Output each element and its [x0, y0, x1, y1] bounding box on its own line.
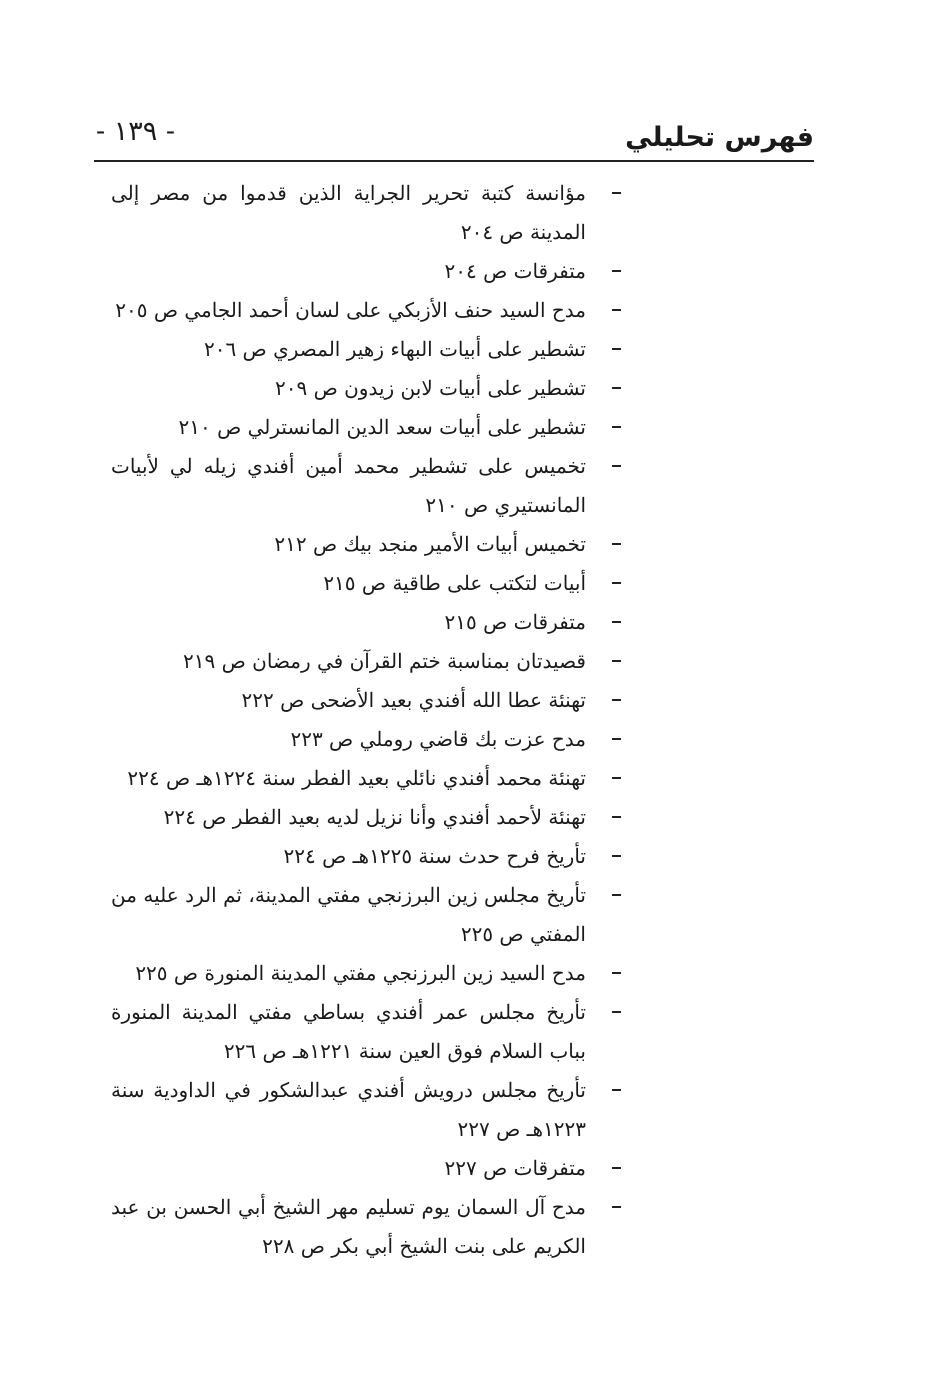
list-item-text: متفرقات ص ٢٢٧	[444, 1156, 586, 1180]
bullet-dash-icon	[612, 660, 621, 662]
list-item	[0, 525, 932, 564]
list-item-text: أبيات لتكتب على طاقية ص ٢١٥	[323, 571, 586, 595]
list-item	[0, 954, 932, 993]
list-item	[0, 642, 932, 681]
list-item	[0, 837, 932, 876]
list-item-text: تهنئة لأحمد أفندي وأنا نزيل لديه بعيد الفطر ص ٢٢٤	[163, 805, 586, 829]
list-item	[0, 174, 932, 252]
list-item	[0, 876, 932, 954]
list-item-text: تأريخ مجلس عمر أفندي بساطي مفتي المدينة المنورة بباب السلام فوق العين سنة ١٢٢١هـ ص ٢٢٦	[111, 1000, 586, 1063]
bullet-dash-icon	[612, 465, 621, 467]
list-item-text: تشطير على أبيات سعد الدين المانسترلي ص ٢١٠	[178, 415, 586, 439]
bullet-dash-icon	[612, 699, 621, 701]
bullet-dash-icon	[612, 816, 621, 818]
bullet-dash-icon	[612, 894, 621, 896]
bullet-dash-icon	[612, 972, 621, 974]
list-item-text: تشطير على أبيات لابن زيدون ص ٢٠٩	[274, 376, 586, 400]
list-item	[0, 1149, 932, 1188]
bullet-dash-icon	[612, 582, 621, 584]
list-item	[0, 330, 932, 369]
bullet-dash-icon	[612, 855, 621, 857]
bullet-dash-icon	[612, 777, 621, 779]
list-item	[0, 564, 932, 603]
list-item	[0, 798, 932, 837]
list-item	[0, 1071, 932, 1149]
list-item-text: مدح آل السمان يوم تسليم مهر الشيخ أبي الحسن بن عبد الكريم على بنت الشيخ أبي بكر ص ٢٢٨	[111, 1195, 586, 1258]
list-item-text: تخميس أبيات الأمير منجد بيك ص ٢١٢	[274, 532, 586, 556]
list-item-text: قصيدتان بمناسبة ختم القرآن في رمضان ص ٢١٩	[183, 649, 586, 673]
bullet-dash-icon	[612, 1089, 621, 1091]
list-item-text: تهنئة عطا الله أفندي بعيد الأضحى ص ٢٢٢	[241, 688, 586, 712]
list-item	[0, 369, 932, 408]
list-item	[0, 1188, 932, 1266]
list-item-text: مدح السيد زين البرزنجي مفتي المدينة المنورة ص ٢٢٥	[135, 961, 586, 985]
list-item	[0, 720, 932, 759]
list-item-text: تخميس على تشطير محمد أمين أفندي زيله لي لأبيات المانستيري ص ٢١٠	[111, 454, 586, 517]
list-item-text: متفرقات ص ٢١٥	[444, 610, 586, 634]
bullet-dash-icon	[612, 192, 621, 194]
bullet-dash-icon	[612, 1167, 621, 1169]
list-item-text: تأريخ مجلس زين البرزنجي مفتي المدينة، ثم الرد عليه من المفتي ص ٢٢٥	[111, 883, 586, 946]
list-item	[0, 252, 932, 291]
list-item	[0, 447, 932, 525]
bullet-dash-icon	[612, 621, 621, 623]
bullet-dash-icon	[612, 543, 621, 545]
list-item	[0, 759, 932, 798]
bullet-dash-icon	[612, 309, 621, 311]
bullet-dash-icon	[612, 426, 621, 428]
bullet-dash-icon	[612, 1206, 621, 1208]
list-item	[0, 603, 932, 642]
list-item-text: تأريخ مجلس درويش أفندي عبدالشكور في الداودية سنة ١٢٢٣هـ ص ٢٢٧	[111, 1078, 586, 1141]
list-item-text: تشطير على أبيات البهاء زهير المصري ص ٢٠٦	[203, 337, 586, 361]
list-item	[0, 408, 932, 447]
bullet-dash-icon	[612, 738, 621, 740]
list-item-text: متفرقات ص ٢٠٤	[444, 259, 586, 283]
header-divider	[94, 160, 814, 162]
bullet-dash-icon	[612, 1011, 621, 1013]
list-item	[0, 291, 932, 330]
bullet-dash-icon	[612, 348, 621, 350]
list-item-text: تأريخ فرح حدث سنة ١٢٢٥هـ ص ٢٢٤	[283, 844, 586, 868]
list-item-text: مؤانسة كتبة تحرير الجراية الذين قدموا من مصر إلى المدينة ص ٢٠٤	[111, 181, 586, 244]
list-item-text: مدح السيد حنف الأزبكي على لسان أحمد الجامي ص ٢٠٥	[115, 298, 586, 322]
list-item	[0, 993, 932, 1071]
bullet-dash-icon	[612, 387, 621, 389]
bullet-dash-icon	[612, 270, 621, 272]
list-item-text: مدح عزت بك قاضي روملي ص ٢٢٣	[290, 727, 586, 751]
list-item	[0, 681, 932, 720]
index-list	[0, 174, 932, 1266]
list-item-text: تهنئة محمد أفندي نائلي بعيد الفطر سنة ١٢٢٤هـ ص ٢٢٤	[127, 766, 586, 790]
page-number: - ١٣٩ -	[96, 116, 175, 147]
page-title: فهرس تحليلي	[625, 122, 814, 153]
